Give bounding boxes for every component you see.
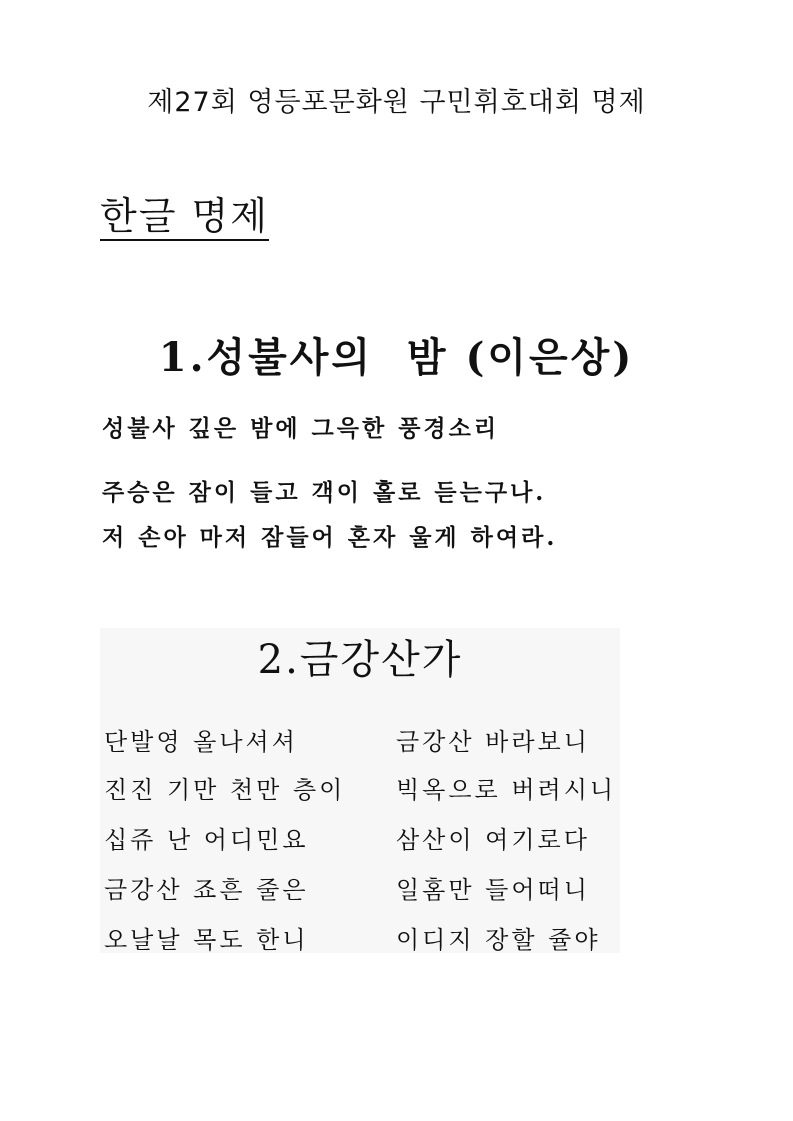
poem-verse-left: 십쥬 난 어디민요 xyxy=(104,826,309,854)
poem-verse-left: 오날날 목도 한니 xyxy=(104,926,309,954)
poem-verse-left: 진진 기만 천만 층이 xyxy=(104,776,346,804)
poem-verse-right: 삼산이 여기로다 xyxy=(396,826,590,854)
poem-line-2: 주승은 잠이 들고 객이 홀로 듣는구나. xyxy=(102,479,547,506)
poem-line-3: 저 손아 마저 잠들어 혼자 울게 하여라. xyxy=(102,524,558,551)
poem-row xyxy=(104,820,624,852)
poem-verse-left: 금강산 죠흔 줄은 xyxy=(104,876,309,904)
poem-row xyxy=(104,870,624,902)
poem-row xyxy=(104,920,624,952)
poem-verse-right: 일홈만 들어떠니 xyxy=(396,876,590,904)
poem-title-geumgangsan: 2.금강산가 xyxy=(257,637,463,683)
poem-verse-left: 단발영 올나셔셔 xyxy=(104,728,298,756)
poem-verse-right: 금강산 바라보니 xyxy=(396,728,590,756)
poem-verse-right: 빅옥으로 버려시니 xyxy=(396,776,617,804)
poem-row xyxy=(104,770,624,802)
poem-title-seongbulsa: 1.성불사의 밤 (이은상) xyxy=(158,334,635,381)
poem-row xyxy=(104,722,624,754)
poem-line-1: 성불사 깊은 밤에 그윽한 풍경소리 xyxy=(102,415,500,442)
poem-verse-right: 이디지 장할 쥴야 xyxy=(396,926,601,954)
section-title: 한글 명제 xyxy=(100,194,269,241)
page-header-title: 제27회 영등포문화원 구민휘호대회 명제 xyxy=(147,87,646,118)
